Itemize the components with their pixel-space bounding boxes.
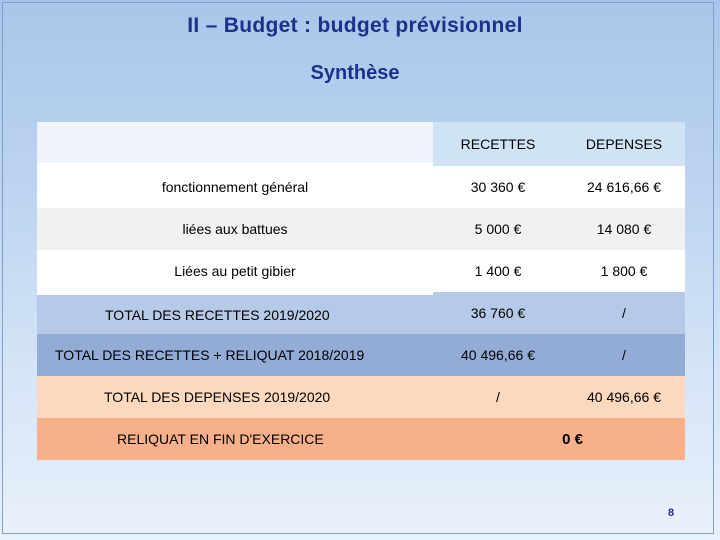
recettes-value: 40 496,66 € (461, 347, 535, 363)
row-label-text: TOTAL DES RECETTES + RELIQUAT 2018/2019 (55, 347, 365, 363)
recettes-value: / (496, 389, 500, 405)
slide-subtitle: Synthèse (310, 62, 400, 84)
depenses-value: 24 616,66 € (587, 179, 661, 195)
slide-title: II – Budget : budget prévisionnel (187, 14, 523, 37)
reliquat-row (37, 418, 685, 460)
row-label (37, 334, 433, 376)
row-label: fonctionnement général (161, 179, 309, 195)
page-number: 8 (668, 507, 675, 519)
recettes-value: 36 760 € (470, 305, 526, 321)
table-row (37, 208, 685, 250)
table-header-row (37, 122, 685, 166)
row-label (37, 292, 433, 334)
row-label: liées aux battues (182, 221, 288, 237)
reliquat-value: 0 € (562, 430, 583, 448)
recettes-value: 5 000 € (474, 221, 522, 237)
row-label-text: TOTAL DES DEPENSES 2019/2020 (104, 389, 331, 405)
table-row (37, 250, 685, 292)
row-label (37, 376, 433, 418)
total-depenses-row (37, 376, 685, 418)
total-recettes-reliquat-row (37, 334, 685, 376)
depenses-value: 40 496,66 € (587, 389, 661, 405)
recettes-value: 30 360 € (470, 179, 526, 195)
total-recettes-row (37, 292, 685, 334)
row-label: Liées au petit gibier (174, 263, 296, 279)
row-label-text: TOTAL DES RECETTES 2019/2020 (105, 306, 330, 323)
row-label: RELIQUAT EN FIN D'EXERCICE (117, 431, 324, 447)
header-depenses: DEPENSES (563, 122, 685, 166)
depenses-value: / (622, 347, 626, 363)
recettes-value: 1 400 € (474, 263, 522, 279)
table-row (37, 166, 685, 208)
header-recettes: RECETTES (433, 122, 563, 166)
depenses-value: / (622, 305, 626, 321)
depenses-value: 1 800 € (600, 263, 648, 279)
header-empty-cell (37, 122, 433, 166)
depenses-value: 14 080 € (596, 221, 652, 237)
budget-table (37, 122, 685, 460)
